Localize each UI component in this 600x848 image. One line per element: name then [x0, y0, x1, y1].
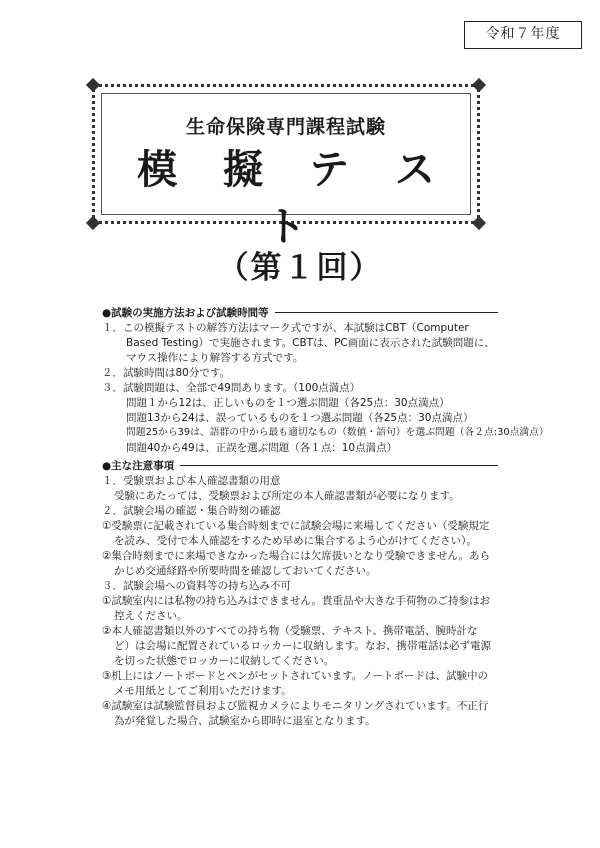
text-line: 控えください。 — [114, 610, 188, 622]
section-heading-text: ●試験の実施方法および試験時間等 — [102, 307, 269, 319]
text-line: 為が発覚した場合、試験室から即時に退室となります。 — [114, 715, 376, 727]
text-line: 問題13から24は、誤っているものを１つ選ぶ問題（各25点：30点満点） — [126, 412, 474, 424]
text-line: 受験にあたっては、受験票および所定の本人確認書類が必要になります。 — [114, 490, 460, 502]
fiscal-year-box: 令和７年度 — [464, 21, 582, 49]
text-line: 問題25から39は、語群の中から最も適切なもの（数値・語句）を選ぶ問題（各２点:30点満点） — [126, 427, 549, 438]
text-line: ④試験室は試験監督員および監視カメラによりモニタリングされています。不正行 — [102, 700, 489, 712]
main-title: 模 擬 テ ス ト — [137, 147, 451, 250]
section-heading-exam-method — [102, 305, 498, 320]
exam-series-title: 生命保険専門課程試験 — [185, 116, 386, 138]
text-line: ②集合時刻までに来場できなかった場合には欠席扱いとなり受験できません。あら — [102, 550, 491, 562]
section-heading-notes — [102, 458, 498, 473]
text-line: 問題１から12は、正しいものを１つ選ぶ問題（各25点：30点満点） — [126, 397, 450, 409]
text-line: 問題40から49は、正誤を選ぶ問題（各１点：10点満点） — [126, 442, 398, 454]
text-line: ３．試験問題は、全部で49問あります。（100点満点） — [102, 382, 361, 394]
frame-corner-ornament — [86, 78, 100, 92]
text-line: １．受験票および本人確認書類の用意 — [102, 475, 281, 487]
section-rule — [180, 465, 498, 466]
text-line: ど）は会場に配置されているロッカーに収納します。なお、携帯電話は必ず電源 — [114, 640, 491, 652]
frame-corner-ornament — [472, 78, 486, 92]
text-line: １．この模擬テストの解答方法はマーク式ですが、本試験はCBT（Computer — [102, 322, 469, 334]
text-line: かじめ交通経路や所要時間を確認しておいてください。 — [114, 565, 377, 577]
text-line: ①試験室内には私物の持ち込みはできません。貴重品や大きな手荷物のご持参はお — [102, 595, 491, 607]
text-line: ３．試験会場への資料等の持ち込み不可 — [102, 580, 291, 592]
text-line: を読み、受付で本人確認をするため早めに集合するよう心がけてください）。 — [114, 535, 477, 547]
text-line: メモ用紙としてご利用いただけます。 — [114, 685, 292, 697]
round-title: （第１回） — [217, 250, 383, 286]
text-line: Based Testing）で実施されます。CBTは、PC画面に表示された試験問題に、 — [126, 337, 495, 349]
section-rule — [275, 312, 498, 313]
text-line: ①受験票に記載されている集合時刻までに試験会場に来場してください（受験規定 — [102, 520, 490, 532]
text-line: ２．試験会場の確認・集合時刻の確認 — [102, 505, 281, 517]
text-line: マウス操作により解答する方式です。 — [126, 352, 304, 364]
text-line: ２．試験時間は80分です。 — [102, 367, 231, 379]
text-line: ③机上にはノートボードとペンがセットされています。ノートボードは、試験中の — [102, 670, 488, 682]
text-line: を切った状態でロッカーに収納してください。 — [114, 655, 335, 667]
text-line: ②本人確認書類以外のすべての持ち物（受験票、テキスト、携帯電話、腕時計な — [102, 625, 478, 637]
section-heading-text: ●主な注意事項 — [102, 460, 175, 472]
